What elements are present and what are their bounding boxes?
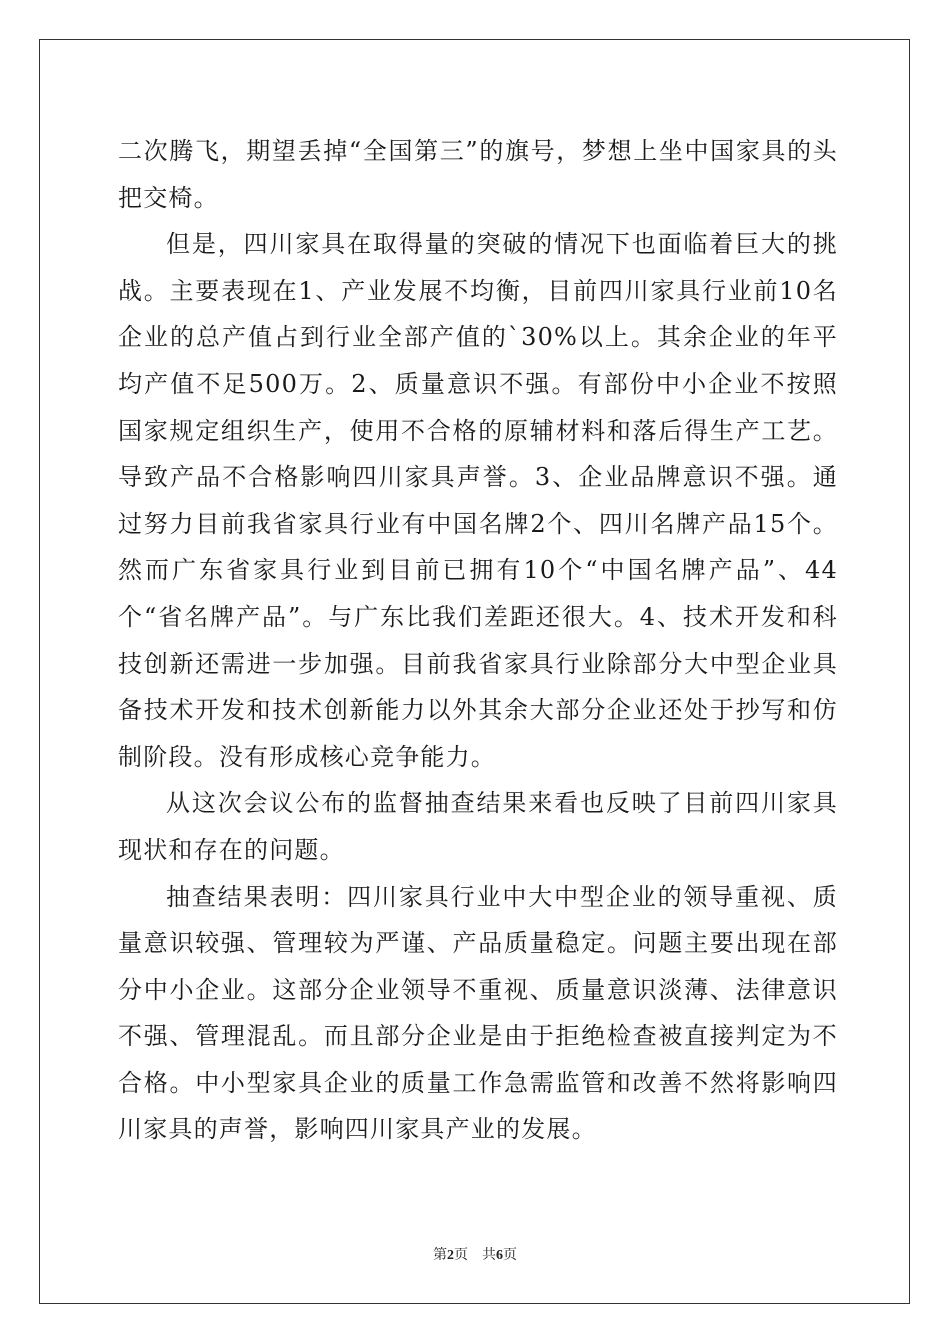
paragraph-inspection-results: 抽查结果表明：四川家具行业中大中型企业的领导重视、质量意识较强、管理较为严谨、产品质量稳定。问题主要出现在部分中小企业。这部分企业领导不重视、质量意识淡薄、法律意识不强、管理混乱。而且部分企业是由于拒绝检查被直接判定为不合格。中小型家具企业的质量工作急需监管和改善不然将影响四川家具的声誉，影响四川家具产业的发展。 bbox=[118, 882, 838, 1144]
paragraph-continuation: 二次腾飞，期望丢掉“全国第三”的旗号，梦想上坐中国家具的头把交椅。 bbox=[118, 137, 838, 212]
page-footer bbox=[0, 1244, 950, 1264]
page-total-number: 6 bbox=[496, 1248, 503, 1263]
page-unit: 页 bbox=[454, 1247, 468, 1263]
page-prefix: 第 bbox=[433, 1247, 447, 1263]
page-current-number: 2 bbox=[447, 1248, 454, 1263]
paragraph-inspection-intro: 从这次会议公布的监督抽查结果来看也反映了目前四川家具现状和存在的问题。 bbox=[118, 789, 838, 864]
total-unit: 页 bbox=[503, 1247, 517, 1263]
paragraph-challenges: 但是，四川家具在取得量的突破的情况下也面临着巨大的挑战。主要表现在1、产业发展不均衡，目前四川家具行业前10名企业的总产值占到行业全部产值的`30%以上。其余企业的年平均产值不足500万。2、质量意识不强。有部份中小企业不按照国家规定组织生产，使用不合格的原辅材料和落后得生产工艺。导致产品不合格影响四川家具声誉。3、企业品牌意识不强。通过努力目前我省家具行业有中国名牌2个、四川名牌产品15个。然而广东省家具行业到目前已拥有10个“中国名牌产品”、44个“省名牌产品”。与广东比我们差距还很大。4、技术开发和科技创新还需进一步加强。目前我省家具行业除部分大中型企业具备技术开发和技术创新能力以外其余大部分企业还处于抄写和仿制阶段。没有形成核心竞争能力。 bbox=[118, 230, 838, 771]
total-prefix: 共 bbox=[482, 1247, 496, 1263]
document-body bbox=[118, 128, 838, 1153]
